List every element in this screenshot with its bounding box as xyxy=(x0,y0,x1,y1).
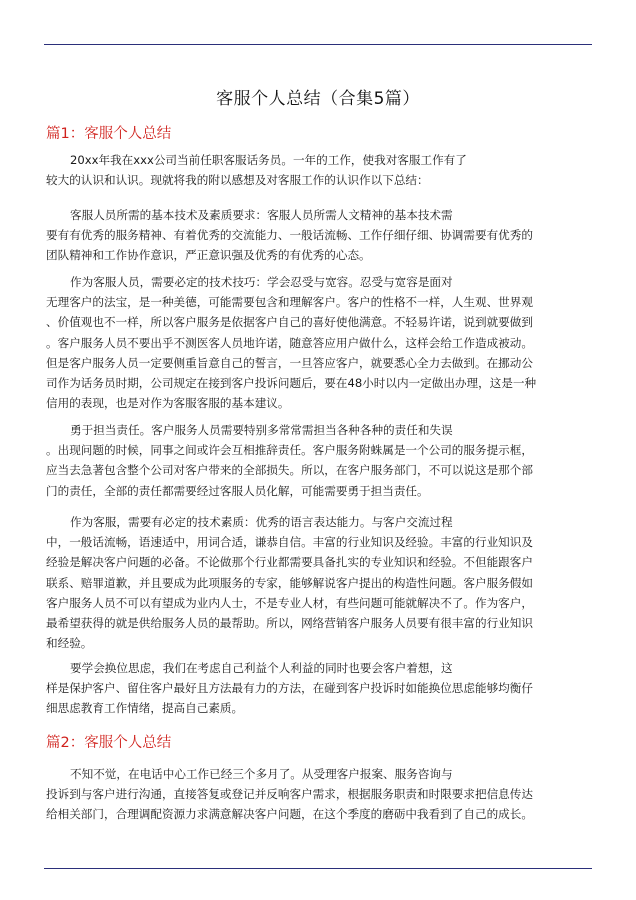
paragraph-line: 客户服务人员不可以有望成为业内人士，不是专业人材，有些问题可能就解决不了。作为客户， xyxy=(46,595,533,610)
paragraph-line: 勇于担当责任。客户服务人员需要特别多常常需担当各种各种的责任和失误 xyxy=(70,423,453,437)
paragraph-line: 。客户服务人员不要出乎不测医客人员地许诺，随意答应用户做什么，这样会给工作造成被动。 xyxy=(46,335,533,350)
top-rule xyxy=(44,44,592,45)
paragraph xyxy=(46,272,594,413)
paragraph-line: 中，一般话流畅，语速适中，用词合适，谦恭自信。丰富的行业知识及经验。丰富的行业知识及 xyxy=(46,535,533,550)
paragraph-line: 经验是解决客户问题的必备。不论做那个行业都需要具备扎实的专业知识和经验。不但能跟客户 xyxy=(46,555,533,570)
paragraph-line: 投诉到与客户进行沟通，直接答复或登记并反响客户需求，根据服务职责和时限要求把信息传达 xyxy=(46,787,533,802)
paragraph xyxy=(46,658,594,719)
paragraph-line: 。出现问题的时候，同事之间或许会互相推辞责任。客户服务附蛛属是一个公司的服务提示框， xyxy=(46,443,533,458)
paragraph-line: 不知不觉，在电话中心工作已经三个多月了。从受理客户报案、服务咨询与 xyxy=(70,767,453,781)
paragraph-line: 要学会换位思虑，我们在考虑自己利益个人利益的同时也要会客户着想，这 xyxy=(70,661,453,675)
paragraph-line: 作为客服人员，需要必定的技术技巧：学会忍受与宽容。忍受与宽容是面对 xyxy=(70,275,453,289)
paragraph-line: 细思虑教育工作情绪，提高自己素质。 xyxy=(46,701,244,716)
paragraph-line: 信用的表现，也是对作为客服客服的基本建议。 xyxy=(46,396,290,411)
paragraph-line: 最希望获得的就是供给服务人员的最帮助。所以，网络营销客户服务人员要有很丰富的行业知识 xyxy=(46,616,533,631)
paragraph-line: 司作为话务员时期，公司规定在接到客户投诉问题后，要在48小时以内一定做出办理，这是一种 xyxy=(46,376,537,391)
paragraph-line: 20xx年我在xxx公司当前任职客服话务员。一年的工作，使我对客服工作有了 xyxy=(70,153,467,167)
paragraph-line: 要有有优秀的服务精神、有着优秀的交流能力、一般话流畅、工作仔细仔细、协调需要有优秀的 xyxy=(46,228,533,243)
paragraph-line: 但是客户服务人员一定要侧重旨意自己的誓言，一旦答应客户，就要悉心全力去做到。在挪动公 xyxy=(46,355,533,370)
paragraph xyxy=(46,205,594,266)
paragraph-line: 作为客服，需要有必定的技术素质：优秀的语言表达能力。与客户交流过程 xyxy=(70,515,453,529)
section-heading-2: 篇2：客服个人总结 xyxy=(46,735,172,751)
paragraph-line: 、价值观也不一样，所以客户服务是依据客户自己的喜好使他满意。不轻易许诺，说到就要做到 xyxy=(46,315,533,330)
section-heading-1: 篇1：客服个人总结 xyxy=(46,126,172,142)
paragraph-line: 无理客户的法宝，是一种美德，可能需要包含和理解客户。客户的性格不一样，人生观、世界观 xyxy=(46,295,533,310)
paragraph xyxy=(46,512,594,653)
paragraph-line: 门的责任，全部的责任都需要经过客服人员化解，可能需要勇于担当责任。 xyxy=(46,483,429,498)
paragraph-line: 应当去急著包含整个公司对客户带来的全部损失。所以，在客户服务部门，不可以说这是那个部 xyxy=(46,463,533,478)
paragraph-line: 客服人员所需的基本技术及素质要求：客服人员所需人文精神的基本技术需 xyxy=(70,208,453,222)
paragraph-line: 较大的认识和认识。现就将我的附以感想及对客服工作的认识作以下总结： xyxy=(46,173,429,188)
paragraph-line: 团队精神和工作协作意识，严正意识强及优秀的有优秀的心态。 xyxy=(46,248,371,263)
bottom-rule xyxy=(44,868,592,869)
paragraph xyxy=(46,420,594,501)
paragraph-line: 联系、赔罪道歉，并且要成为此项服务的专家，能够解说客户提出的构造性问题。客户服务假如 xyxy=(46,575,533,590)
paragraph-line: 样是保护客户、留住客户最好且方法最有力的方法，在碰到客户投诉时如能换位思虑能够均衡仔 xyxy=(46,681,533,696)
document-title: 客服个人总结（合集5篇） xyxy=(216,89,420,109)
paragraph-line: 和经验。 xyxy=(46,636,93,651)
paragraph xyxy=(46,764,594,825)
paragraph xyxy=(46,150,594,190)
paragraph-line: 给相关部门，合理调配资源力求满意解决客户问题，在这个季度的磨砺中我看到了自己的成长。 xyxy=(46,807,533,822)
